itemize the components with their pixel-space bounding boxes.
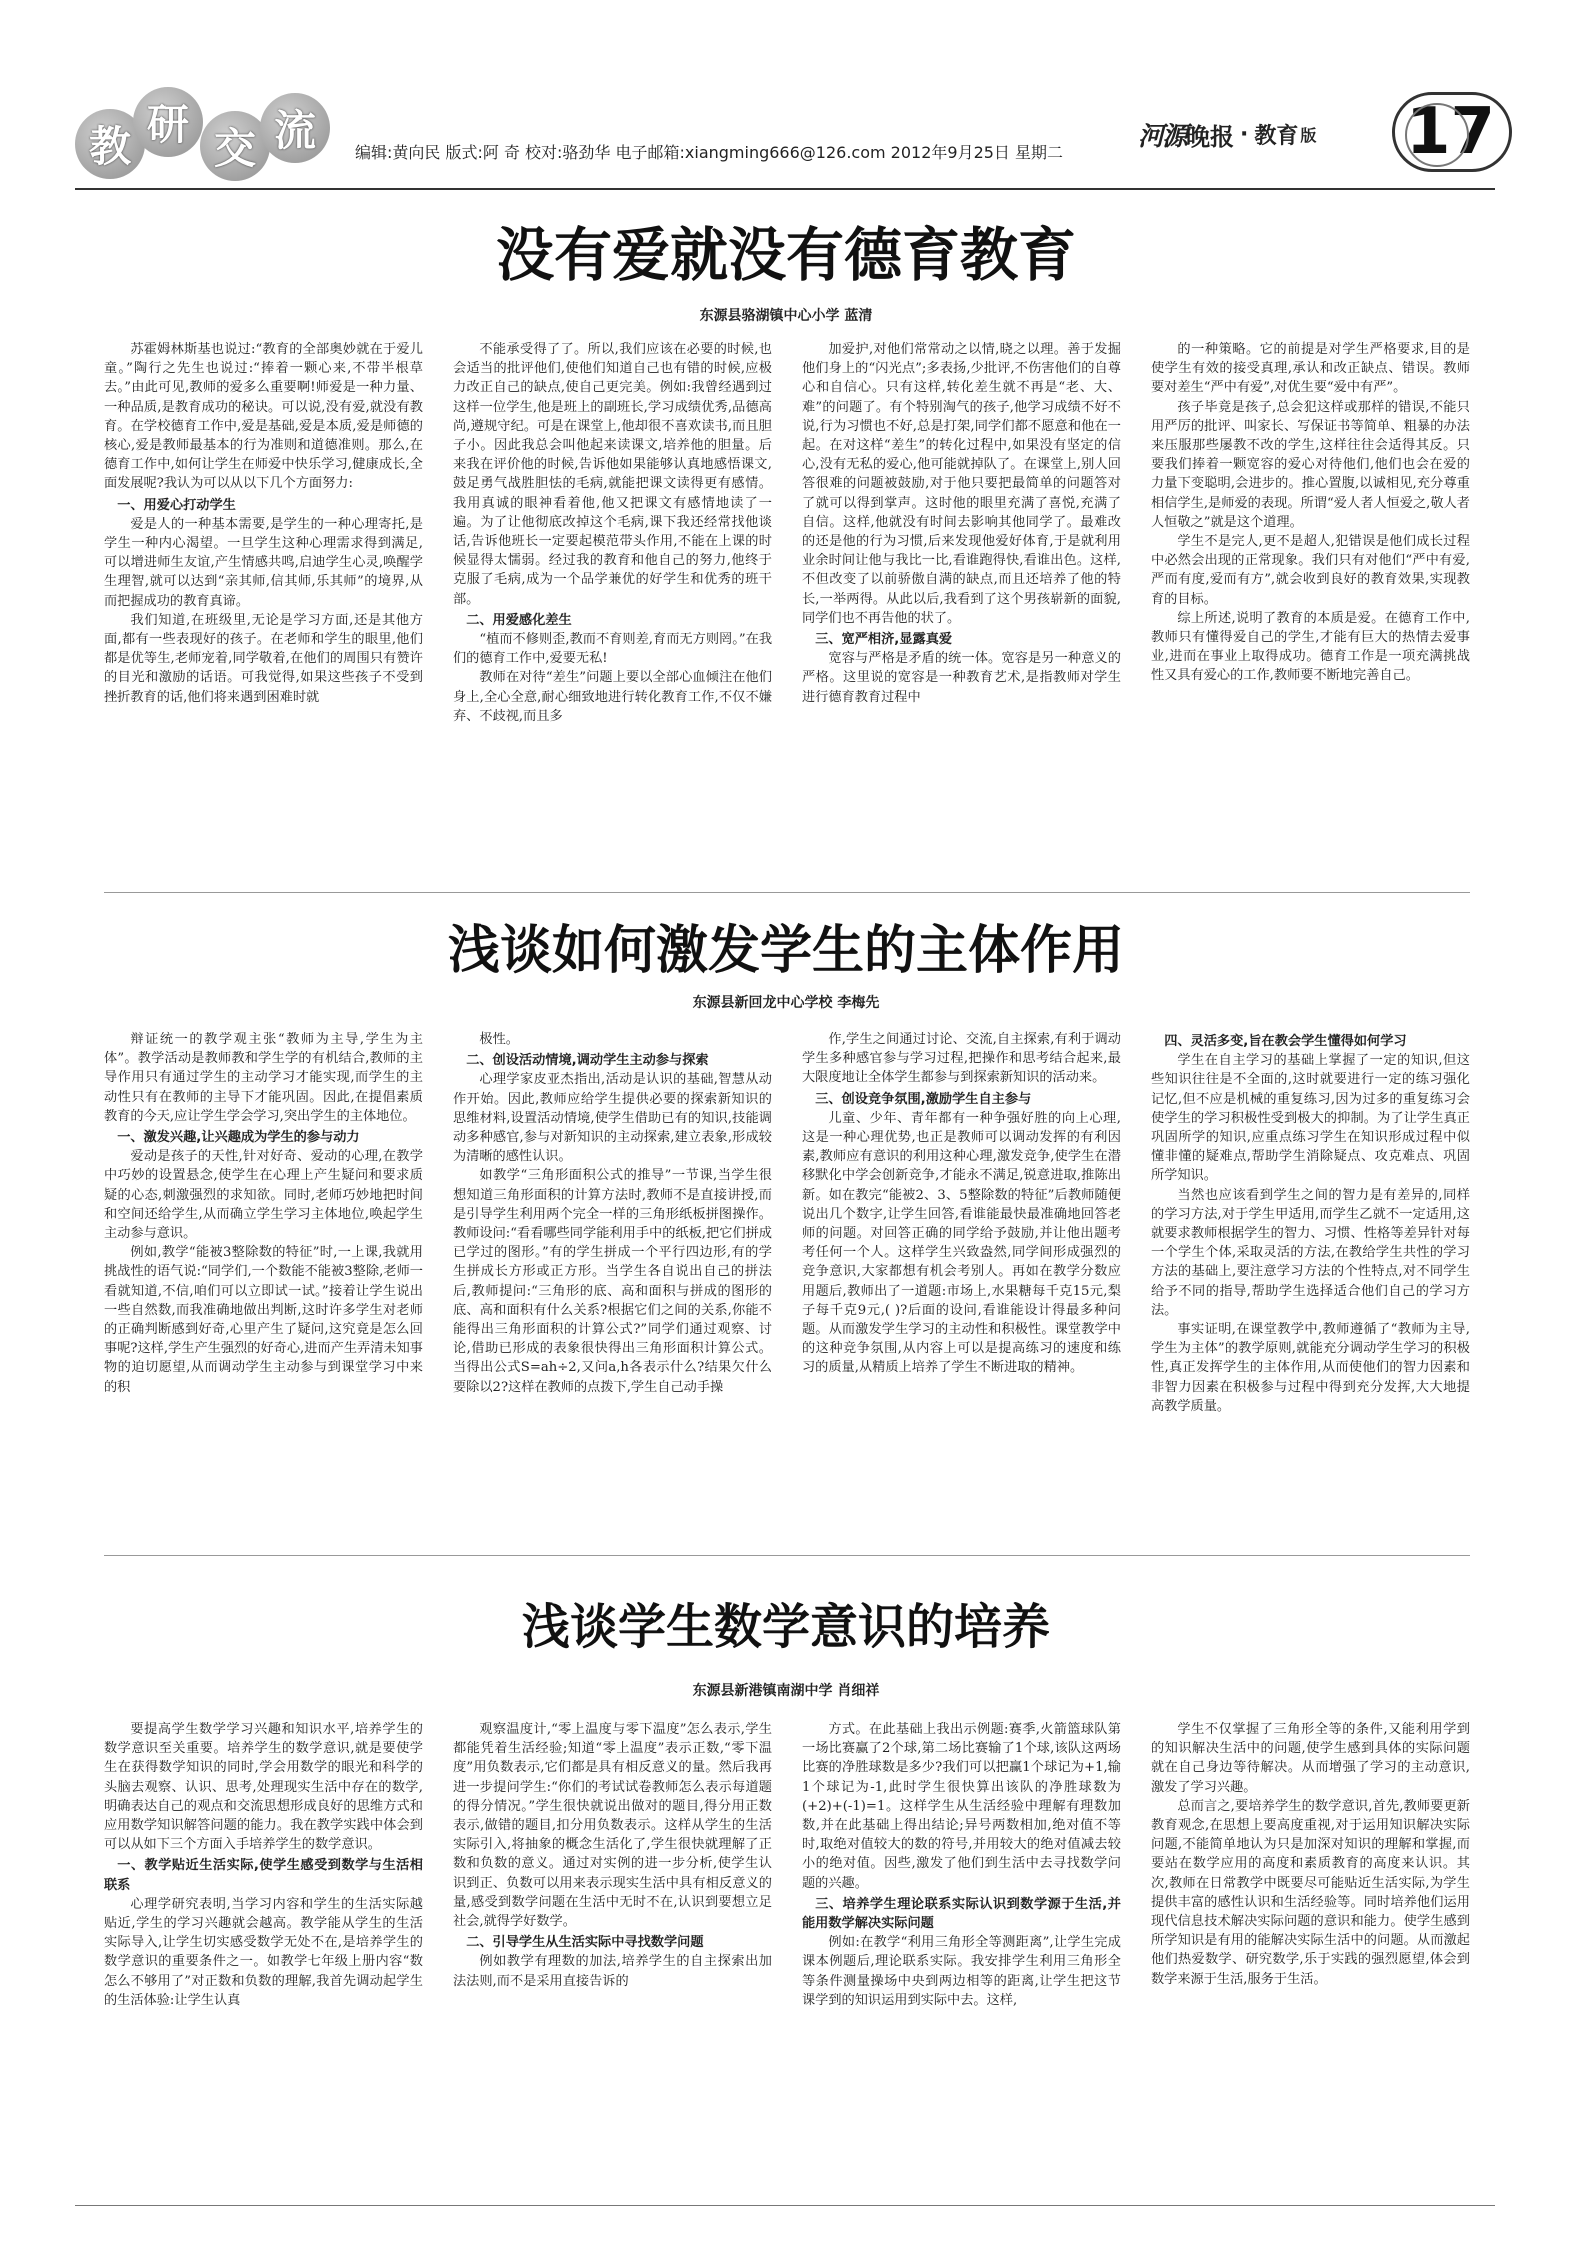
- section-heading: 四、灵活多变,旨在教会学生懂得如何学习: [1164, 1034, 1407, 1049]
- logo-paper: 晚报: [1186, 122, 1235, 151]
- section-heading: 二、引导学生从生活实际中寻找数学问题: [466, 1935, 704, 1951]
- article2-col: [104, 1030, 423, 1540]
- section-masthead: [75, 95, 365, 185]
- article2-body: [104, 1030, 1470, 1540]
- masthead-char-4: 流: [260, 93, 330, 163]
- paragraph: 的一种策略。它的前提是对学生严格要求,目的是使学生有效的接受真理,承认和改正缺点、错误。教师要对差生“严中有爱”,对优生要“爱中有严”。: [1151, 342, 1470, 396]
- paragraph: 心理学研究表明,当学习内容和学生的生活实际越贴近,学生的学习兴趣就会越高。教学能从学生的生活实际导入,让学生切实感受数学无处不在,是培养学生的数学意识的重要条件之一。如教学七年级上册内容“数怎么不够用了”对正数和负数的理解,我首先调动起学生的生活体验:让学生认真: [104, 1896, 423, 2008]
- paragraph: 总而言之,要培养学生的数学意识,首先,教师要更新教育观念,在思想上要高度重视,对于运用知识解决实际问题,不能简单地认为只是加深对知识的理解和掌握,而要站在数学应用的高度和素质教育的高度来认识。其次,教师在日常教学中既要尽可能贴近生活实际,为学生提供丰富的感性认识和生活经验等。同时培养他们运用现代信息技术解决实际问题的意识和能力。使学生感到所学知识是有用的能解决实际生活中的问题。从而激起他们热爱数学、研究数学,乐于实践的强烈愿望,体会到数学来源于生活,服务于生活。: [1151, 1798, 1470, 1987]
- article1-col: [802, 340, 1121, 880]
- article-divider: [104, 1555, 1470, 1556]
- article3-byline: 东源县新港镇南湖中学 肖细祥: [692, 1683, 880, 1699]
- paragraph: 教师在对待“差生”问题上要以全部心血倾注在他们身上,全心全意,耐心细致地进行转化教育工作,不仅不嫌弃、不歧视,而且多: [453, 670, 772, 724]
- paragraph: 例如:在教学“利用三角形全等测距离”,让学生完成课本例题后,理论联系实际。我安排学生利用三角形全等条件测量操场中央到两边相等的距离,让学生把这节课学到的知识运用到实际中去。这样,: [802, 1935, 1121, 2008]
- article1-col: [104, 340, 423, 880]
- article3-col: [104, 1720, 423, 2190]
- header-rule: [75, 188, 1495, 190]
- paragraph: 爱是人的一种基本需要,是学生的一种心理寄托,是学生一种内心渴望。一旦学生这种心理需求得到满足,可以增进师生友谊,产生情感共鸣,启迪学生心灵,唤醒学生理智,就可以达到“亲其师,信其师,乐其师”的境界,从而把握成功的教育真谛。: [104, 516, 423, 609]
- paragraph: 心理学家皮亚杰指出,活动是认识的基础,智慧从动作开始。因此,教师应给学生提供必要的探索新知识的思维材料,设置活动情境,使学生借助已有的知识,技能调动多种感官,参与对新知识的主动探索,建立表象,形成较为清晰的感性认识。: [453, 1072, 772, 1165]
- paragraph: 学生不是完人,更不是超人,犯错误是他们成长过程中必然会出现的正常现象。我们只有对他们“严中有爱,严而有度,爱而有方”,就会收到良好的教育效果,实现教育的目标。: [1151, 534, 1470, 607]
- article3-body: [104, 1720, 1470, 2190]
- article2-title: 浅谈如何激发学生的主体作用: [447, 921, 1124, 981]
- logo-ban: 版: [1300, 125, 1317, 145]
- header-meta: 编辑:黄向民 版式:阿 奇 校对:骆劲华 电子邮箱:xiangming666@126.com 2012年9月25日 星期二: [355, 143, 1064, 162]
- section-heading: 二、创设活动情境,调动学生主动参与探索: [466, 1053, 709, 1069]
- paragraph: 方式。在此基础上我出示例题:赛季,火箭篮球队第一场比赛赢了2个球,第二场比赛输了1个球,该队这两场比赛的净胜球数是多少?我们可以把赢1个球记为+1,输1个球记为-1,此时学生很快算出该队的净胜球数为(+2)+(-1)=1。这样学生从生活经验中理解有理数加数,并在此基础上得出结论;异号两数相加,绝对值不等时,取绝对值较大的数的符号,并用较大的绝对值减去较小的绝对值。因些,激发了他们到生活中去寻找数学问题的兴趣。: [802, 1722, 1121, 1891]
- article3-title: 浅谈学生数学意识的培养: [521, 1599, 1050, 1655]
- paragraph: 学生不仅掌握了三角形全等的条件,又能利用学到的知识解决生活中的问题,使学生感到具体的实际问题就在自己身边等待解决。从而增强了学习的主动意识,激发了学习兴趣。: [1151, 1722, 1470, 1795]
- article-divider: [104, 892, 1470, 893]
- article1-title: 没有爱就没有德育教育: [495, 221, 1076, 289]
- paragraph: 加爱护,对他们常常动之以情,晓之以理。善于发掘他们身上的“闪光点”;多表扬,少批评,不伤害他们的自尊心和自信心。只有这样,转化差生就不再是“老、大、难”的问题了。有个特别淘气的孩子,他学习成绩不好不说,行为习惯也不好,总是打架,同学们都不愿意和他在一起。在对这样“差生”的转化过程中,如果没有坚定的信心,没有无私的爱心,他可能就掉队了。在课堂上,别人回答很难的问题被鼓励,对于他只要把最简单的问题答对了就可以得到掌声。这时他的眼里充满了喜悦,充满了自信。这样,他就没有时间去影响其他同学了。最难改的还是他的行为习惯,后来发现他爱好体育,于是就利用业余时间让他与我比一比,看谁跑得快,看谁出色。这样,不但改变了以前骄傲自满的缺点,而且还培养了他的特长,一举两得。从此以后,我看到了这个男孩崭新的面貌,同学们也不再告他的状了。: [802, 342, 1121, 626]
- paragraph: “植而不修则歪,教而不育则差,育而无方则罔。”在我们的德育工作中,爱要无私!: [453, 632, 772, 667]
- paragraph: 观察温度计,“零上温度与零下温度”怎么表示,学生都能凭着生活经验;知道“零上温度”表示正数,“零下温度”用负数表示,它们都是具有相反意义的量。然后我再进一步提问学生:“你们的考试试卷教师怎么表示每道题的得分情况。”学生很快就说出做对的题目,得分用正数表示,做错的题目,扣分用负数表示。这样从学生的生活实际引入,将抽象的概念生活化了,学生很快就理解了正数和负数的意义。通过对实例的进一步分析,使学生认识到正、负数可以用来表示现实生活中具有相反意义的量,感受到数学问题在生活中无时不在,认识到要想立足社会,就得学好数学。: [453, 1722, 772, 1930]
- paragraph: 孩子毕竟是孩子,总会犯这样或那样的错误,不能只用严厉的批评、叫家长、写保证书等简单、粗暴的办法来压服那些屡教不改的学生,这样往往会适得其反。只要我们捧着一颗宽容的爱心对待他们,他们也会在爱的力量下变聪明,会进步的。推心置腹,以诚相见,充分尊重相信学生,是师爱的表现。所谓“爱人者人恒爱之,敬人者人恒敬之”就是这个道理。: [1151, 399, 1470, 530]
- logo-name: 河源: [1138, 121, 1187, 152]
- paragraph: 辩证统一的教学观主张“教师为主导,学生为主体”。教学活动是教师教和学生学的有机结合,教师的主导作用只有通过学生的主动学习才能实现,而学生的主动性只有在教师的主导下才能巩固。因此,在提倡素质教育的今天,应让学生学会学习,突出学生的主体地位。: [104, 1032, 423, 1124]
- footer-rule: [75, 2205, 1495, 2206]
- section-heading: 一、用爱心打动学生: [117, 497, 236, 513]
- article3-col: [453, 1720, 772, 2190]
- paragraph: 当然也应该看到学生之间的智力是有差异的,同样的学习方法,对于学生甲适用,而学生乙就不一定适用,这就要求教师根据学生的智力、习惯、性格等差异针对每一个学生个体,采取灵活的方法,在教给学生共性的学习方法的基础上,要注意学习方法的个性特点,对不同学生给予不同的指导,帮助学生选择适合他们自己的学习方法。: [1151, 1187, 1470, 1318]
- article3-col: [1151, 1720, 1470, 2190]
- paragraph: 学生在自主学习的基础上掌握了一定的知识,但这些知识往往是不全面的,这时就要进行一定的练习强化记忆,但不应是机械的重复练习,因为过多的重复练习会使学生的学习积极性受到极大的抑制。为了让学生真正巩固所学的知识,应重点练习学生在知识形成过程中似懂非懂的疑难点,帮助学生消除疑点、攻克难点、巩固所学知识。: [1151, 1053, 1470, 1184]
- article1-col: [1151, 340, 1470, 880]
- paragraph: 事实证明,在课堂教学中,教师遵循了“教师为主导,学生为主体”的教学原则,就能充分调动学生学习的积极性,真正发挥学生的主体作用,从而使他们的智力因素和非智力因素在积极参与过程中得到充分发挥,大大地提高教学质量。: [1151, 1322, 1470, 1414]
- paragraph: 如教学“三角形面积公式的推导”一节课,当学生很想知道三角形面积的计算方法时,教师不是直接讲授,而是引导学生利用两个完全一样的三角形纸板拼图操作。教师设问:“看看哪些同学能利用手中的纸板,把它们拼成已学过的图形。”有的学生拼成一个平行四边形,有的学生拼成长方形或正方形。当学生各自说出自己的拼法后,教师提问:“三角形的底、高和面积与拼成的图形的底、高和面积有什么关系?根据它们之间的关系,你能不能得出三角形面积的计算公式?”同学们通过观察、讨论,借助已形成的表象很快得出三角形面积计算公式。当得出公式S=ah÷2,又问a,h各表示什么?结果欠什么要除以2?这样在教师的点拨下,学生自己动手操: [453, 1168, 772, 1395]
- paragraph: 极性。: [479, 1032, 519, 1047]
- paragraph: 爱动是孩子的天性,针对好奇、爱动的心理,在教学中巧妙的设置悬念,使学生在心理上产生疑问和要求质疑的心态,刺激强烈的求知欲。同时,老师巧妙地把时间和空间还给学生,从而确立学生学习主体地位,唤起学生主动参与意识。: [104, 1149, 423, 1242]
- paragraph: 苏霍姆林斯基也说过:“教育的全部奥妙就在于爱儿童。”陶行之先生也说过:“捧着一颗心来,不带半根草去。”由此可见,教师的爱多么重要啊!师爱是一种力量、一种品质,是教育成功的秘诀。可以说,没有爱,就没有教育。在学校德育工作中,爱是基础,爱是本质,爱是师德的核心,爱是教师最基本的行为准则和道德准则。那么,在德育工作中,如何让学生在师爱中快乐学习,健康成长,全面发展呢?我认为可以从以下几个方面努力:: [104, 342, 423, 492]
- section-heading: 一、激发兴趣,让兴趣成为学生的参与动力: [117, 1130, 360, 1146]
- newspaper-logo: [1138, 114, 1316, 154]
- article2-col: [453, 1030, 772, 1540]
- article2-col: [802, 1030, 1121, 1540]
- page-header: [0, 0, 1572, 195]
- article1-body: [104, 340, 1470, 880]
- section-heading: 三、宽严相济,显露真爱: [815, 632, 953, 648]
- paragraph: 不能承受得了了。所以,我们应该在必要的时候,也会适当的批评他们,使他们知道自己也有错的时候,应极力改正自己的缺点,使自己更完美。例如:我曾经遇到过这样一位学生,他是班上的副班长,学习成绩优秀,品德高尚,遵规守纪。可是在课堂上,他却很不喜欢读书,而且胆子小。因此我总会叫他起来读课文,培养他的胆量。后来我在评价他的时候,告诉他如果能够认真地感悟课文,鼓足勇气战胜胆怯的毛病,就能把课文读得更有感情。我用真诚的眼神看着他,他又把课文有感情地读了一遍。为了让他彻底改掉这个毛病,课下我还经常找他谈话,告诉他班长一定要起模范带头作用,不能在上课的时候显得太懦弱。经过我的教育和他自己的努力,他终于克服了毛病,成为一个品学兼优的好学生和优秀的班干部。: [453, 342, 772, 607]
- section-heading: 三、创设竞争氛围,激励学生自主参与: [815, 1091, 1032, 1107]
- paragraph: 作,学生之间通过讨论、交流,自主探索,有利于调动学生多种感官参与学习过程,把操作和思考结合起来,最大限度地让全体学生都参与到探索新知识的活动来。: [802, 1032, 1121, 1086]
- paragraph: 宽容与严格是矛盾的统一体。宽容是另一种意义的严格。这里说的宽容是一种教育艺术,是指教师对学生进行德育教育过程中: [802, 651, 1121, 705]
- article1-col: [453, 340, 772, 880]
- article1-byline: 东源县骆湖镇中心小学 蓝清: [699, 308, 873, 324]
- section-heading: 三、培养学生理论联系实际认识到数学源于生活,并能用数学解决实际问题: [802, 1896, 1121, 1932]
- article3-col: [802, 1720, 1121, 2190]
- paragraph: 例如教学有理数的加法,培养学生的自主探索出加法法则,而不是采用直接告诉的: [453, 1954, 772, 1989]
- page-number: 17: [1392, 92, 1512, 172]
- section-heading: 一、教学贴近生活实际,使学生感受到数学与生活相联系: [104, 1858, 423, 1893]
- paragraph: 例如,教学“能被3整除数的特征”时,一上课,我就用挑战性的语气说:“同学们,一个数能不能被3整除,老师一看就知道,不信,咱们可以立即试一试。”接着让学生说出一些自然数,而我准确地做出判断,这时许多学生对老师的正确判断感到好奇,心里产生了疑问,这究竟是怎么回事呢?这样,学生产生强烈的好奇心,进而产生弄清未知事物的迫切愿望,从而调动学生主动参与到课堂学习中来的积: [104, 1245, 423, 1395]
- article2-col: [1151, 1030, 1470, 1540]
- section-heading: 二、用爱感化差生: [466, 612, 572, 628]
- paragraph: 我们知道,在班级里,无论是学习方面,还是其他方面,都有一些表现好的孩子。在老师和学生的眼里,他们都是优等生,老师宠着,同学敬着,在他们的周围只有赞许的目光和激励的话语。可我觉得,如果这些孩子不受到挫折教育的话,他们将来遇到困难时就: [104, 612, 423, 705]
- logo-edu: 教育: [1254, 123, 1299, 149]
- article2-byline: 东源县新回龙中心学校 李梅先: [692, 995, 880, 1011]
- masthead-char-1: 教: [75, 109, 145, 179]
- masthead-char-3: 交: [200, 111, 270, 181]
- logo-dot: ·: [1240, 121, 1249, 147]
- masthead-char-2: 研: [133, 87, 203, 157]
- paragraph: 要提高学生数学学习兴趣和知识水平,培养学生的数学意识至关重要。培养学生的数学意识,就是要使学生在获得数学知识的同时,学会用数学的眼光和科学的头脑去观察、认识、思考,处理现实生活中存在的数学,明确表达自己的观点和交流思想形成良好的思维方式和应用数学知识解答问题的能力。我在教学实践中体会到可以从如下三个方面入手培养学生的数学意识。: [104, 1722, 423, 1853]
- paragraph: 儿童、少年、青年都有一种争强好胜的向上心理,这是一种心理优势,也正是教师可以调动发挥的有利因素,教师应有意识的利用这种心理,激发竞争,使学生在潜移默化中学会创新竞争,才能永不满足,锐意进取,推陈出新。如在教完“能被2、3、5整除数的特征”后教师随便说出几个数字,让学生回答,看谁能最快最准确地回答老师的问题。对回答正确的同学给予鼓励,并让他出题考考任何一个人。这样学生兴致盎然,同学间形成强烈的竞争意识,大家都想有机会考别人。再如在教学分数应用题后,教师出了一道题:市场上,水果糖每千克15元,梨子每千克9元,( )?后面的设问,看谁能设计得最多种问题。从而激发学生学习的主动性和积极性。课堂教学中的这种竞争氛围,从内容上可以是提高练习的速度和练习的质量,从精质上培养了学生不断进取的精神。: [802, 1110, 1121, 1376]
- paragraph: 综上所述,说明了教育的本质是爱。在德育工作中,教师只有懂得爱自己的学生,才能有巨大的热情去爱事业,进而在事业上取得成功。德育工作是一项充满挑战性又具有爱心的工作,教师要不断地完善自己。: [1151, 610, 1470, 684]
